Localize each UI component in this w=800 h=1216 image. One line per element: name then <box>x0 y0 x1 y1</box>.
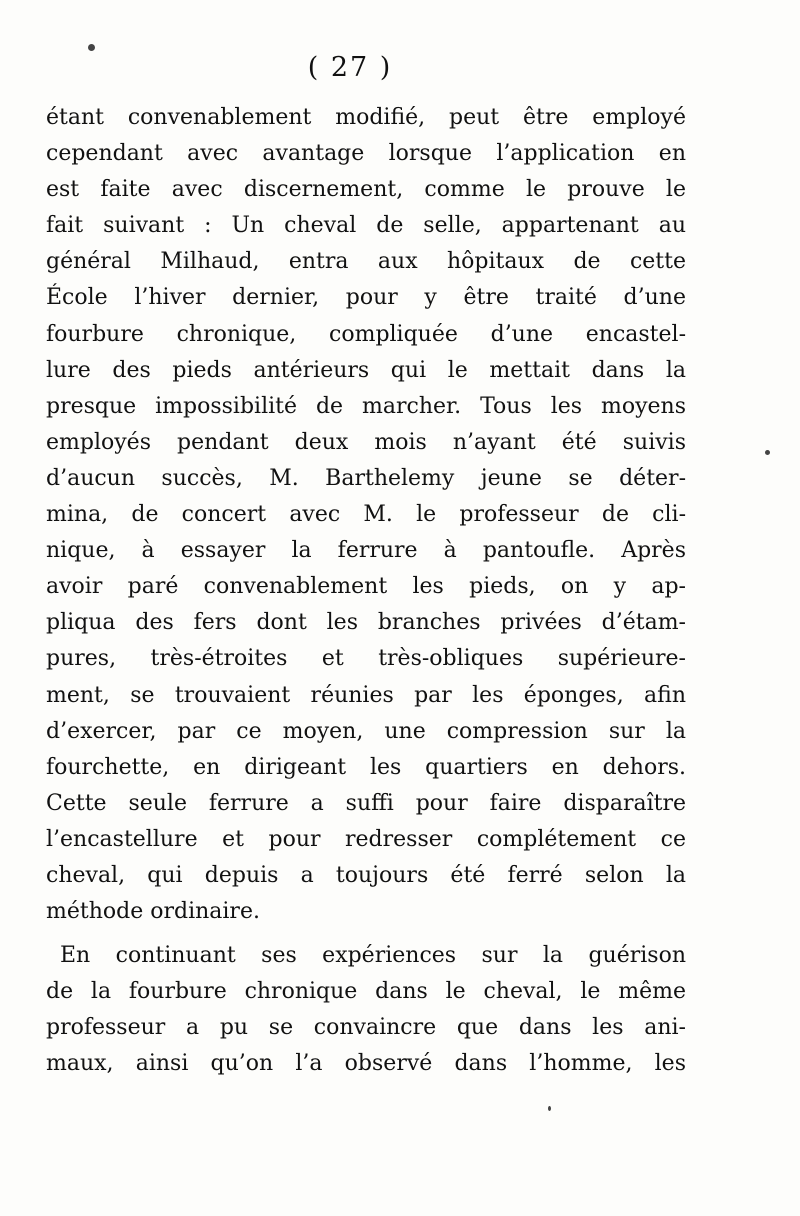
text-line: professeur a pu se convaincre que dans les ani- <box>46 1015 686 1041</box>
paper-speck <box>765 450 770 455</box>
text-line: d’exercer, par ce moyen, une compression sur la <box>46 718 686 744</box>
text-line: de la fourbure chronique dans le cheval, le même <box>46 979 686 1005</box>
text-line: avoir paré convenablement les pieds, on y ap- <box>46 574 686 600</box>
text-line: presque impossibilité de marcher. Tous les moyens <box>46 393 686 419</box>
text-line: nique, à essayer la ferrure à pantoufle. Après <box>46 538 686 564</box>
text-line: est faite avec discernement, comme le prouve le <box>46 177 686 203</box>
paper-speck <box>88 44 95 51</box>
paper-speck <box>548 1106 551 1111</box>
text-line: pures, très-étroites et très-obliques supérieure- <box>46 646 686 672</box>
text-line: ment, se trouvaient réunies par les éponges, afin <box>46 682 686 708</box>
text-line: lure des pieds antérieurs qui le mettait dans la <box>46 357 686 383</box>
page-number: ( 27 ) <box>307 52 393 83</box>
text-line: Cette seule ferrure a suffi pour faire disparaître <box>46 790 686 816</box>
text-line: fait suivant : Un cheval de selle, appartenant au <box>46 213 686 239</box>
text-line: cheval, qui depuis a toujours été ferré selon la <box>46 862 686 888</box>
text-line: étant convenablement modifié, peut être employé <box>46 105 686 130</box>
text-line: fourchette, en dirigeant les quartiers en dehors. <box>46 754 686 780</box>
body-text <box>46 100 686 1083</box>
text-line: cependant avec avantage lorsque l’application en <box>46 141 686 167</box>
text-line: d’aucun succès, M. Barthelemy jeune se déter- <box>46 465 686 491</box>
text-line: En continuant ses expériences sur la guérison <box>60 943 686 969</box>
text-line: employés pendant deux mois n’ayant été suivis <box>46 429 686 455</box>
text-line: maux, ainsi qu’on l’a observé dans l’homme, les <box>46 1051 686 1077</box>
paragraph-gap <box>46 930 686 938</box>
text-line: École l’hiver dernier, pour y être traité d’une <box>46 285 686 311</box>
text-line: méthode ordinaire. <box>46 899 260 925</box>
text-line: pliqua des fers dont les branches privées d’étam- <box>46 610 686 636</box>
text-line: mina, de concert avec M. le professeur de cli- <box>46 502 686 528</box>
text-line: l’encastellure et pour redresser complétement ce <box>46 826 686 852</box>
text-line: fourbure chronique, compliquée d’une encastel- <box>46 321 686 347</box>
text-line: général Milhaud, entra aux hôpitaux de cette <box>46 249 686 275</box>
